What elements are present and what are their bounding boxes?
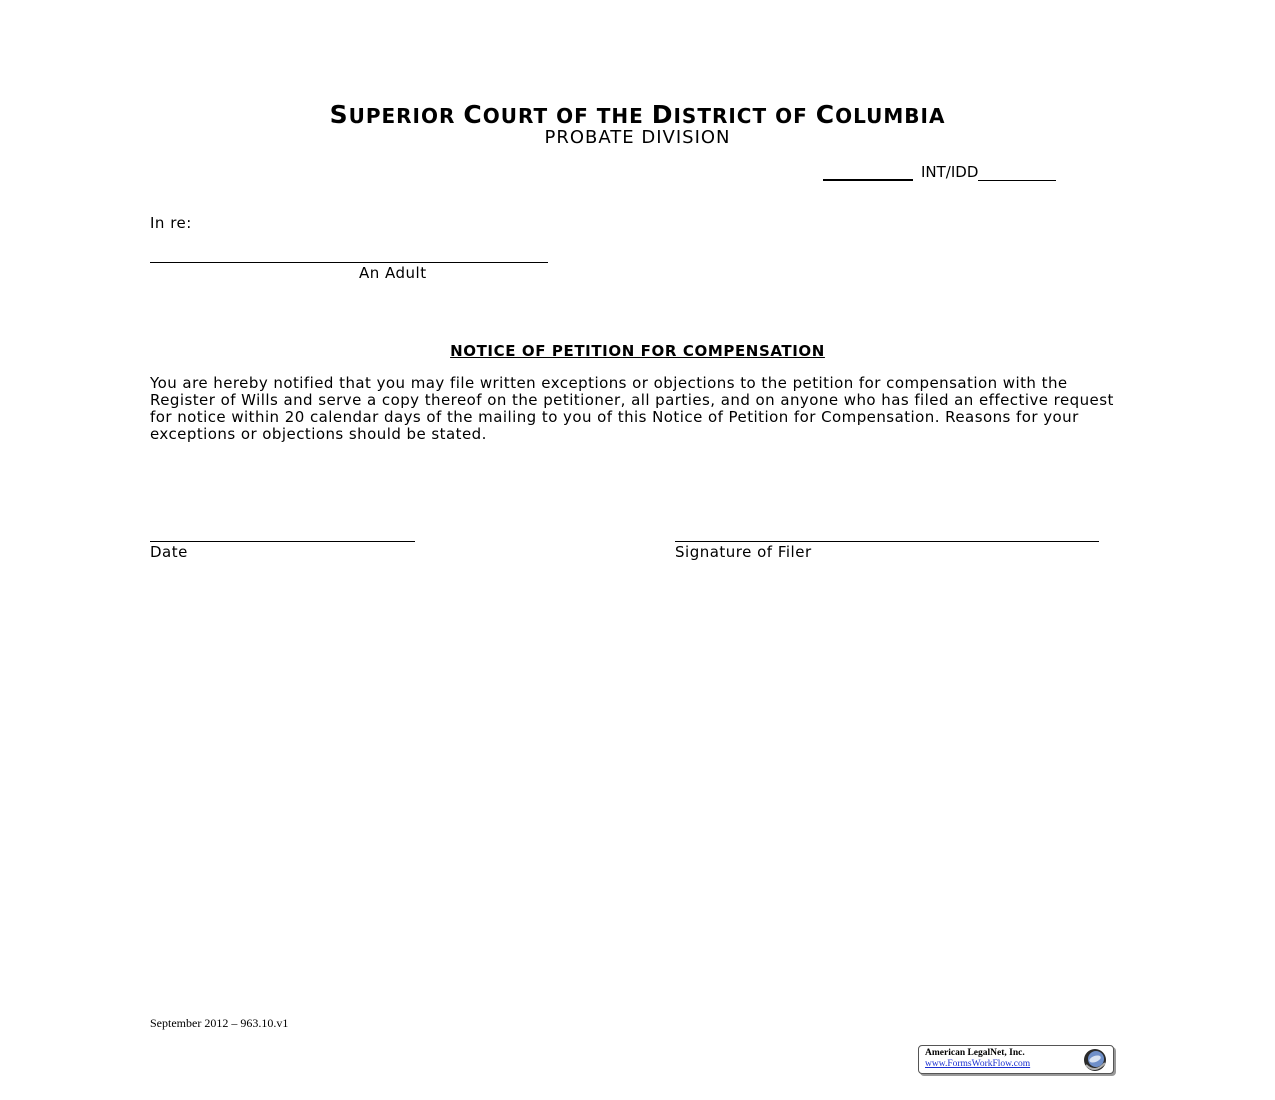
case-suffix-label: INT/IDD: [921, 163, 979, 181]
vendor-name: American LegalNet, Inc.: [925, 1048, 1025, 1058]
notice-body: You are hereby notified that you may file written exceptions or objections to the petition for compensation with the Register of Wills and serve a copy thereof on the petitioner, all parties, and on anyone who has filed an effective request for notice within 20 calendar days of the mailing to you of this Notice of Petition for Compensation. Reasons for your exceptions or objections should be stated.: [150, 374, 1114, 443]
date-line[interactable]: [150, 541, 415, 542]
notice-title: NOTICE OF PETITION FOR COMPENSATION: [450, 342, 825, 360]
vendor-link[interactable]: www.FormsWorkFlow.com: [925, 1059, 1031, 1069]
signature-label: Signature of Filer: [675, 543, 812, 561]
adult-label: An Adult: [359, 264, 427, 282]
case-number-blank[interactable]: [823, 163, 913, 181]
division-title: PROBATE DIVISION: [544, 127, 731, 148]
globe-logo-icon: [1077, 1047, 1111, 1073]
vendor-badge: [918, 1045, 1114, 1074]
case-number-field: [823, 163, 1056, 181]
case-suffix-blank[interactable]: [978, 165, 1056, 181]
signature-line[interactable]: [675, 541, 1099, 542]
form-code: September 2012 – 963.10.v1: [150, 1016, 289, 1030]
court-title: SUPERIOR COURT OF THE DISTRICT OF COLUMBIA: [329, 100, 946, 129]
date-label: Date: [150, 543, 188, 561]
in-re-label: In re:: [150, 214, 192, 232]
adult-name-line[interactable]: [150, 262, 548, 263]
